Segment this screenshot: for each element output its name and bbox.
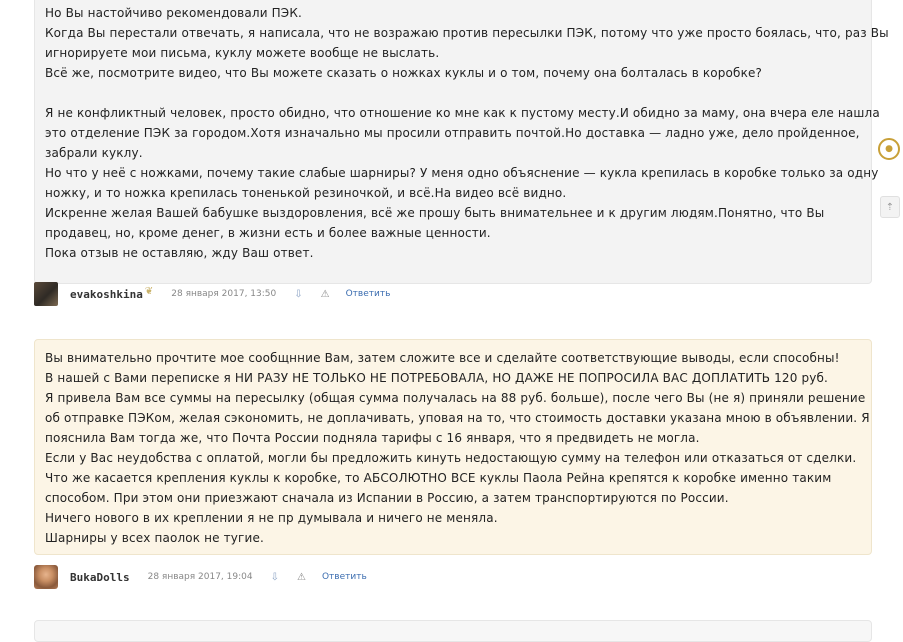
comment-text-line: ножку, и то ножка крепилась тоненькой резиночкой, и всё.На видео всё видно. [45,186,567,200]
comment-text-line: об отправке ПЭКом, желая сэкономить, не доплачивать, уповая на то, что стоимость доставки указана мною в объявлении. Я [45,411,870,425]
comment-date: 28 января 2017, 13:50 [171,289,277,299]
wings-badge-icon: ❦ [144,285,154,297]
paragraph-gap [45,83,863,103]
comment-text-line: забрали куклу. [45,146,143,160]
thumbs-up-icon[interactable]: ⇩ [294,288,303,300]
comment-text-line: Всё же, посмотрите видео, что Вы можете сказать о ножках куклы и о том, почему она болталась в коробке? [45,66,763,80]
warning-icon[interactable]: ⚠ [320,288,330,300]
avatar[interactable] [34,282,58,306]
comment-text-line: Что же касается крепления куклы к коробке, то АБСОЛЮТНО ВСЕ куклы Паола Рейна крепятся к коробке именно таким [45,471,832,485]
comment-meta [34,564,367,590]
comment-text-line: продавец, но, кроме денег, в жизни есть и более важные ценности. [45,226,491,240]
reply-link[interactable]: Ответить [321,572,367,582]
comment-text-line: Пока отзыв не оставляю, жду Ваш ответ. [45,246,314,260]
comment-text-line: В нашей с Вами переписке я НИ РАЗУ НЕ ТОЛЬКО НЕ ПОТРЕБОВАЛА, НО ДАЖЕ НЕ ПОПРОСИЛА ВАС ДОПЛАТИТЬ 120 руб. [45,371,828,385]
comment-text-line: игнорируете мои письма, куклу можете вообще не выслать. [45,46,440,60]
comment-text-line: Я не конфликтный человек, просто обидно, что отношение ко мне как к пустому месту.И обидно за маму, она вчера еле нашла [45,106,880,120]
reply-link[interactable]: Ответить [345,289,391,299]
username[interactable]: BukaDolls [70,570,130,584]
comment-text-line: Но что у неё с ножками, почему такие слабые шарниры? У меня одно объяснение — кукла крепилась в коробке только за одну [45,166,879,180]
comment-bubble [34,339,872,555]
comment-text-line: Шарниры у всех паолок не тугие. [45,531,264,545]
comment-text-line: Ничего нового в их креплении я не пр думывала и ничего не меняла. [45,511,498,525]
comment-text-line: Я привела Вам все суммы на пересылку (общая сумма получалась на 88 руб. больше), после чего Вы (не я) приняли решение [45,391,866,405]
clock-icon[interactable]: ● [878,138,900,160]
username[interactable]: evakoshkina [70,287,143,301]
comment-text-line: Если у Вас неудобства с оплатой, могли бы предложить кинуть недостающую сумму на телефон или отказаться от сделки. [45,451,857,465]
comment-text-line: способом. При этом они приезжают сначала из Испании в Россию, а затем транспортируются по России. [45,491,729,505]
warning-icon[interactable]: ⚠ [296,571,306,583]
comment-meta [34,281,390,307]
comment-date: 28 января 2017, 19:04 [147,572,253,582]
scroll-top-icon[interactable]: ⇡ [880,196,900,218]
next-comment-bubble [34,620,872,642]
comment-bubble [34,0,889,284]
comment-text-line: Искренне желая Вашей бабушке выздоровления, всё же прошу быть внимательнее и к другим людям.Понятно, что Вы [45,206,825,220]
comment-text-line: это отделение ПЭК за городом.Хотя изначально мы просили отправить почтой.Но доставка — ладно уже, дело пройденное, [45,126,860,140]
avatar[interactable] [34,565,58,589]
comment-text-line: Но Вы настойчиво рекомендовали ПЭК. [45,6,302,20]
comment-text-line: Вы внимательно прочтите мое сообщнние Вам, затем сложите все и сделайте соответствующие выводы, если способны! [45,351,840,365]
comment-text-line: пояснила Вам тогда же, что Почта России подняла тарифы с 16 января, что я предвидеть не могла. [45,431,700,445]
comment-text-line: Когда Вы перестали отвечать, я написала, что не возражаю против пересылки ПЭК, потому что уже просто боялась, что, раз Вы [45,26,889,40]
thumbs-up-icon[interactable]: ⇩ [270,571,279,583]
